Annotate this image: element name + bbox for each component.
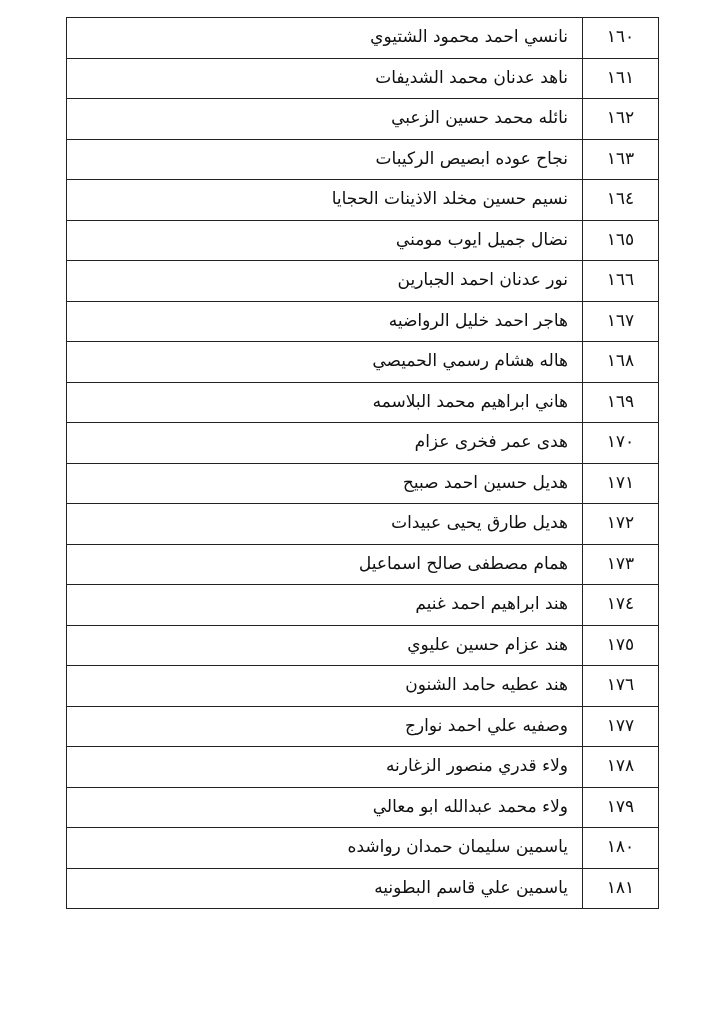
row-number: ١٦٢ xyxy=(583,99,659,140)
table-row xyxy=(67,423,659,464)
table-row xyxy=(67,18,659,59)
table-row xyxy=(67,463,659,504)
row-name: هاني ابراهيم محمد البلاسمه xyxy=(67,382,583,423)
row-name: هاله هشام رسمي الحميصي xyxy=(67,342,583,383)
row-number: ١٦٣ xyxy=(583,139,659,180)
table-row xyxy=(67,180,659,221)
table-row xyxy=(67,382,659,423)
table-row xyxy=(67,139,659,180)
row-number: ١٦٥ xyxy=(583,220,659,261)
row-number: ١٦٧ xyxy=(583,301,659,342)
row-name: هند عزام حسين عليوي xyxy=(67,625,583,666)
row-number: ١٨٠ xyxy=(583,828,659,869)
row-name: نجاح عوده ابصيص الركيبات xyxy=(67,139,583,180)
row-number: ١٦٩ xyxy=(583,382,659,423)
row-number: ١٦١ xyxy=(583,58,659,99)
table-row xyxy=(67,544,659,585)
row-number: ١٧٠ xyxy=(583,423,659,464)
table-row xyxy=(67,706,659,747)
row-name: نائله محمد حسين الزعبي xyxy=(67,99,583,140)
row-name: نسيم حسين مخلد الاذينات الحجايا xyxy=(67,180,583,221)
row-number: ١٨١ xyxy=(583,868,659,909)
row-name: هديل طارق يحيى عبيدات xyxy=(67,504,583,545)
row-number: ١٧٥ xyxy=(583,625,659,666)
row-name: ياسمين علي قاسم البطونيه xyxy=(67,868,583,909)
table-row xyxy=(67,625,659,666)
table-row xyxy=(67,828,659,869)
table-row xyxy=(67,301,659,342)
table-row xyxy=(67,868,659,909)
row-name: نانسي احمد محمود الشتيوي xyxy=(67,18,583,59)
row-name: هدى عمر فخرى عزام xyxy=(67,423,583,464)
row-name: ولاء محمد عبدالله ابو معالي xyxy=(67,787,583,828)
row-number: ١٧٨ xyxy=(583,747,659,788)
row-number: ١٧٢ xyxy=(583,504,659,545)
row-name: هديل حسين احمد صبيح xyxy=(67,463,583,504)
row-number: ١٧٤ xyxy=(583,585,659,626)
row-name: نور عدنان احمد الجبارين xyxy=(67,261,583,302)
table-row xyxy=(67,342,659,383)
row-number: ١٦٦ xyxy=(583,261,659,302)
table-row xyxy=(67,666,659,707)
table-row xyxy=(67,787,659,828)
table-row xyxy=(67,220,659,261)
table-row xyxy=(67,585,659,626)
row-number: ١٦٤ xyxy=(583,180,659,221)
row-name: ياسمين سليمان حمدان رواشده xyxy=(67,828,583,869)
table-row xyxy=(67,504,659,545)
row-number: ١٧١ xyxy=(583,463,659,504)
table-row xyxy=(67,58,659,99)
row-name: هاجر احمد خليل الرواضيه xyxy=(67,301,583,342)
table-row xyxy=(67,99,659,140)
names-table-body xyxy=(67,18,659,909)
row-number: ١٧٧ xyxy=(583,706,659,747)
row-name: هند ابراهيم احمد غنيم xyxy=(67,585,583,626)
row-number: ١٧٩ xyxy=(583,787,659,828)
names-table xyxy=(66,17,659,909)
row-number: ١٧٦ xyxy=(583,666,659,707)
row-name: همام مصطفى صالح اسماعيل xyxy=(67,544,583,585)
row-name: هند عطيه حامد الشنون xyxy=(67,666,583,707)
row-number: ١٦٠ xyxy=(583,18,659,59)
row-name: نضال جميل ايوب مومني xyxy=(67,220,583,261)
row-name: وصفيه علي احمد نوارج xyxy=(67,706,583,747)
row-number: ١٧٣ xyxy=(583,544,659,585)
table-row xyxy=(67,747,659,788)
row-name: ناهد عدنان محمد الشديفات xyxy=(67,58,583,99)
row-number: ١٦٨ xyxy=(583,342,659,383)
row-name: ولاء قدري منصور الزغارنه xyxy=(67,747,583,788)
table-row xyxy=(67,261,659,302)
